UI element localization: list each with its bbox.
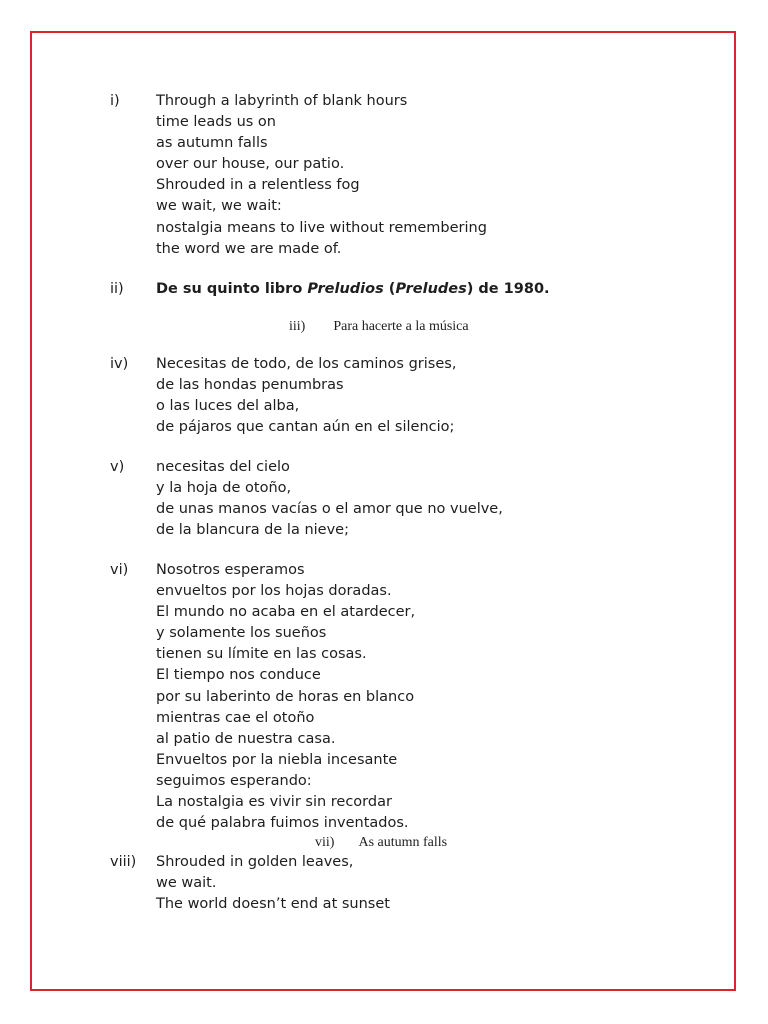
poem-line: necesitas del cielo (156, 459, 290, 475)
stanza-lines (156, 852, 596, 915)
poem-line: El tiempo nos conduce (156, 667, 321, 684)
book-heading (156, 279, 596, 300)
poem-line: mientras cae el otoño (156, 709, 315, 726)
poem-line: the word we are made of. (156, 240, 342, 257)
poem-line: Through a labyrinth of blank hours (156, 93, 408, 109)
item-numeral: i) (110, 93, 120, 109)
heading-text-part: De su quinto libro (156, 281, 308, 297)
stanza-lines (156, 457, 596, 541)
book-title-translation: Preludes (395, 281, 467, 297)
poem-line: y la hoja de otoño, (156, 480, 292, 497)
poem-line: de unas manos vacías o el amor que no vuelve, (156, 501, 503, 518)
poem-line: seguimos esperando: (156, 772, 312, 789)
poem-line: nostalgia means to live without remembering (156, 219, 487, 236)
item-numeral: iii) (289, 319, 306, 334)
poem-line: al patio de nuestra casa. (156, 730, 336, 747)
poem-line: Nosotros esperamos (156, 562, 305, 578)
book-heading-text (156, 279, 596, 300)
poem-line: tienen su límite en las cosas. (156, 646, 367, 663)
item-numeral: vi) (110, 562, 129, 578)
poem-line: La nostalgia es vivir sin recordar (156, 794, 392, 811)
poem-line: y solamente los sueños (156, 625, 327, 642)
poem-line: de las hondas penumbras (156, 377, 344, 394)
subheading-text: As autumn falls (358, 835, 448, 850)
poem-line: Shrouded in a relentless fog (156, 177, 360, 194)
poem-line: de pájaros que cantan aún en el silencio; (156, 419, 455, 436)
poem-line: de qué palabra fuimos inventados. (156, 815, 409, 832)
poem-line: envueltos por los hojas doradas. (156, 583, 392, 600)
book-title: Preludios (307, 281, 384, 297)
poem-line: time leads us on (156, 114, 276, 131)
item-numeral: viii) (110, 854, 137, 870)
poem-line: de la blancura de la nieve; (156, 522, 349, 539)
subheading-vii (315, 834, 447, 852)
heading-text-part: ) de 1980. (466, 281, 550, 297)
poem-line: por su laberinto de horas en blanco (156, 688, 415, 705)
item-numeral: vii) (315, 835, 335, 850)
item-numeral: ii) (110, 281, 124, 297)
poem-line: as autumn falls (156, 135, 268, 152)
item-numeral: v) (110, 459, 125, 475)
poem-line: El mundo no acaba en el atardecer, (156, 604, 416, 621)
stanza-lines (156, 91, 596, 260)
stanza-lines (156, 354, 596, 438)
poem-line: The world doesn’t end at sunset (156, 896, 390, 913)
poem-line: we wait. (156, 875, 217, 892)
subheading-iii (289, 318, 469, 336)
poem-line: Necesitas de todo, de los caminos grises, (156, 356, 457, 372)
stanza-lines (156, 560, 596, 834)
poem-line: over our house, our patio. (156, 156, 345, 173)
subheading-text: Para hacerte a la música (333, 319, 469, 334)
item-numeral: iv) (110, 356, 129, 372)
poem-line: Envueltos por la niebla incesante (156, 751, 398, 768)
poem-line: o las luces del alba, (156, 398, 300, 415)
poem-line: we wait, we wait: (156, 198, 282, 215)
heading-text-part: ( (383, 281, 396, 297)
poem-line: Shrouded in golden leaves, (156, 854, 354, 870)
